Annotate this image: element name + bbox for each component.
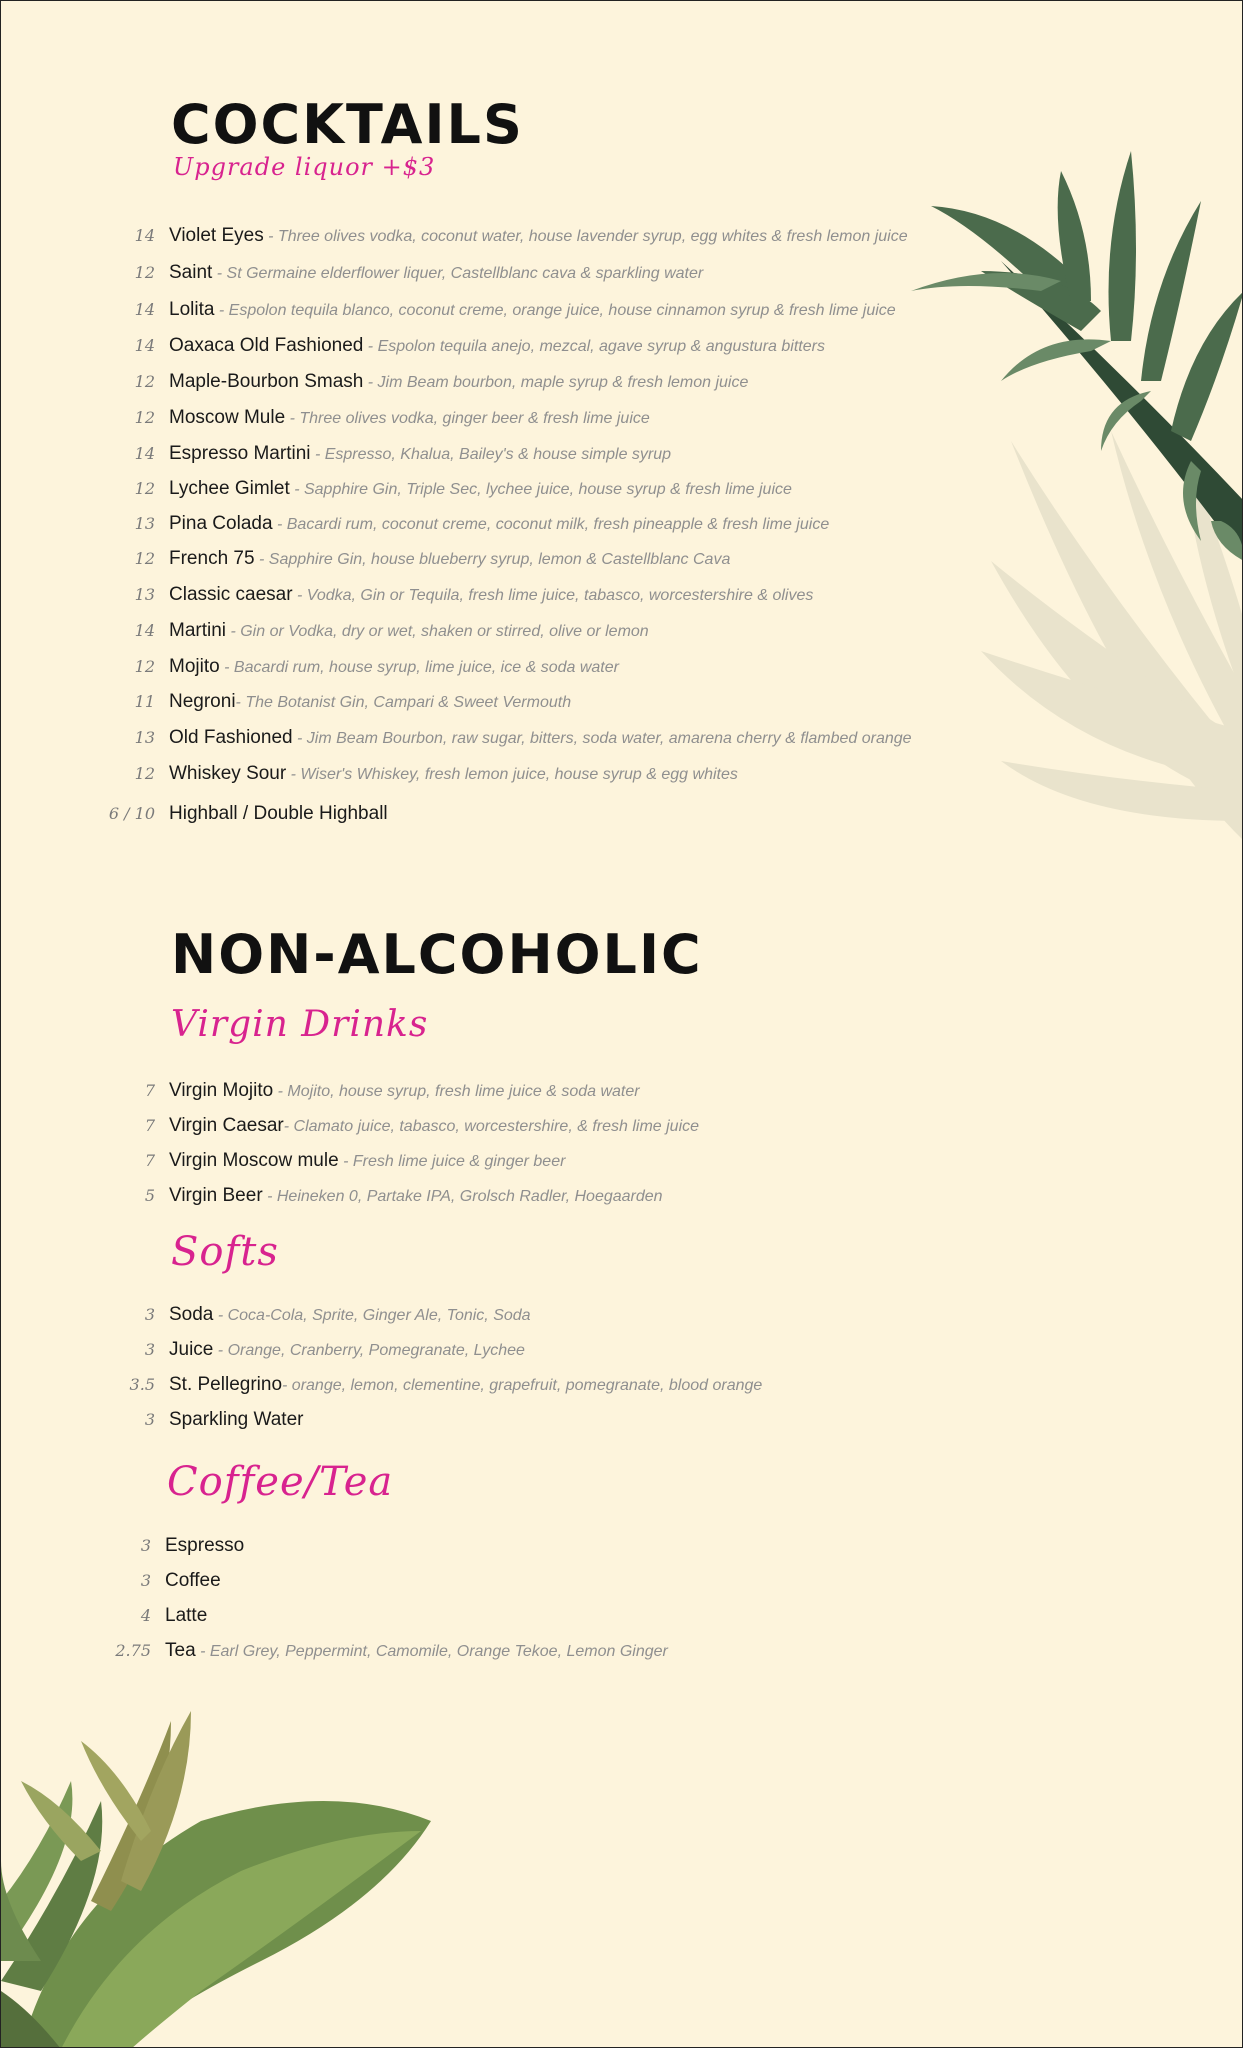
menu-item [144,1302,531,1328]
menu-item [144,1078,640,1104]
item-price: 12 [134,657,155,676]
item-name: Virgin Caesar [169,1115,284,1136]
menu-item [134,297,896,323]
menu-item [134,725,912,751]
item-price: 4 [140,1606,151,1625]
item-name: Pina Colada [169,513,273,534]
item-name: Lolita [169,299,215,320]
item-description: - Coca-Cola, Sprite, Ginger Ale, Tonic, Soda [213,1307,531,1324]
item-price: 12 [134,372,155,391]
item-name: Negroni [169,691,236,712]
item-description: - Bacardi rum, house syrup, lime juice, ice & soda water [219,659,619,676]
menu-item [134,260,704,286]
item-price: 14 [134,226,155,245]
item-name: Old Fashioned [169,727,293,748]
item-price: 5 [144,1186,155,1205]
menu-item [134,546,731,572]
item-price: 7 [144,1116,155,1135]
item-price: 3 [144,1305,155,1324]
softs-heading: Softs [171,1229,279,1275]
item-description: - Jim Beam bourbon, maple syrup & fresh lemon juice [363,374,749,391]
menu-item [144,1148,566,1174]
item-description: - Vodka, Gin or Tequila, fresh lime juice, tabasco, worcestershire & olives [292,587,814,604]
item-name: Martini [169,620,227,641]
item-name: Whiskey Sour [169,763,287,784]
item-name: Soda [169,1304,214,1325]
item-description: - Mojito, house syrup, fresh lime juice & soda water [273,1083,640,1100]
menu-item [134,405,650,431]
item-description: - Gin or Vodka, dry or wet, shaken or stirred, olive or lemon [226,623,649,640]
item-description: - Wiser's Whiskey, fresh lemon juice, house syrup & egg whites [286,766,738,783]
coffee-tea-heading: Coffee/Tea [167,1459,394,1505]
item-name: French 75 [169,548,255,569]
item-name: Saint [169,262,213,283]
item-price: 2.75 [115,1641,151,1660]
item-price: 12 [134,549,155,568]
menu-item [144,1183,663,1209]
upgrade-liquor-note: Upgrade liquor +$3 [173,153,436,181]
item-name: St. Pellegrino [169,1374,283,1395]
non-alcoholic-heading: NON-ALCOHOLIC [171,923,703,986]
item-name: Virgin Mojito [169,1080,274,1101]
item-description: - Three olives vodka, coconut water, house lavender syrup, egg whites & fresh lemon juice [263,228,908,245]
item-price: 12 [134,479,155,498]
item-description: - Three olives vodka, ginger beer & fresh lime juice [285,410,650,427]
menu-item [134,369,749,395]
item-name: Mojito [169,656,220,677]
menu-item [134,511,830,537]
item-name: Virgin Beer [169,1185,263,1206]
item-description: - orange, lemon, clementine, grapefruit, pomegranate, blood orange [282,1377,763,1394]
item-price: 14 [134,621,155,640]
menu-item [134,476,792,502]
menu-item [134,654,619,680]
item-name: Lychee Gimlet [169,478,290,499]
item-price: 7 [144,1081,155,1100]
item-description: - Earl Grey, Peppermint, Camomile, Orange Tekoe, Lemon Ginger [195,1643,668,1660]
item-description: - Espresso, Khalua, Bailey's & house simple syrup [310,446,672,463]
item-description: - The Botanist Gin, Campari & Sweet Vermouth [235,694,572,711]
item-description: - Bacardi rum, coconut creme, coconut milk, fresh pineapple & fresh lime juice [272,516,830,533]
menu-item [134,582,814,608]
item-price: 7 [144,1151,155,1170]
item-name: Juice [169,1339,214,1360]
virgin-drinks-heading: Virgin Drinks [171,1004,429,1045]
item-name: Classic caesar [169,584,293,605]
item-name: Espresso [165,1535,245,1556]
menu-item [134,223,908,249]
item-description: - Sapphire Gin, Triple Sec, lychee juice, house syrup & fresh lime juice [289,481,792,498]
menu-item [134,689,572,715]
item-name: Sparkling Water [169,1409,304,1430]
item-name: Latte [165,1605,208,1626]
item-price: 12 [134,263,155,282]
item-price: 3 [144,1340,155,1359]
item-price: 13 [134,514,155,533]
menu-item [144,1337,525,1363]
item-name: Virgin Moscow mule [169,1150,339,1171]
cocktails-heading: COCKTAILS [171,93,524,156]
item-description: - Heineken 0, Partake IPA, Grolsch Radler, Hoegaarden [262,1188,663,1205]
item-price: 12 [134,764,155,783]
item-description: - Espolon tequila anejo, mezcal, agave syrup & angustura bitters [363,338,825,355]
item-description: - Orange, Cranberry, Pomegranate, Lychee [213,1342,525,1359]
item-name: Moscow Mule [169,407,286,428]
item-price: 3.5 [129,1375,155,1394]
menu-item [129,1372,763,1398]
menu-item [134,761,738,787]
item-price: 12 [134,408,155,427]
menu-item [134,333,825,359]
item-name: Tea [165,1640,196,1661]
item-description: - Jim Beam Bourbon, raw sugar, bitters, soda water, amarena cherry & flambed orange [292,730,912,747]
item-description: - Fresh lime juice & ginger beer [338,1153,566,1170]
item-description: - Clamato juice, tabasco, worcestershire, & fresh lime juice [283,1118,700,1135]
item-price: 3 [144,1410,155,1429]
item-price: 11 [134,692,155,711]
item-price: 13 [134,728,155,747]
item-price: 13 [134,585,155,604]
item-price: 14 [134,300,155,319]
item-name: Coffee [165,1570,221,1591]
item-price: 14 [134,444,155,463]
item-name: Highball / Double Highball [169,803,388,824]
item-name: Maple-Bourbon Smash [169,371,364,392]
menu-item [144,1407,304,1433]
menu-item [134,441,672,467]
menu-item [134,618,649,644]
item-description: - Espolon tequila blanco, coconut creme, orange juice, house cinnamon syrup & fresh lime juice [214,302,896,319]
menu-item [108,801,388,827]
item-name: Oaxaca Old Fashioned [169,335,364,356]
item-name: Espresso Martini [169,443,311,464]
menu-item [140,1568,221,1594]
menu-item [115,1638,668,1664]
menu-item [144,1113,700,1139]
item-price: 6 / 10 [108,804,155,823]
menu-item [140,1533,245,1559]
menu-item [140,1603,208,1629]
item-description: - Sapphire Gin, house blueberry syrup, lemon & Castellblanc Cava [254,551,731,568]
item-price: 14 [134,336,155,355]
item-description: - St Germaine elderflower liquer, Castellblanc cava & sparkling water [212,265,704,282]
item-price: 3 [140,1571,151,1590]
item-price: 3 [140,1536,151,1555]
item-name: Violet Eyes [169,225,264,246]
